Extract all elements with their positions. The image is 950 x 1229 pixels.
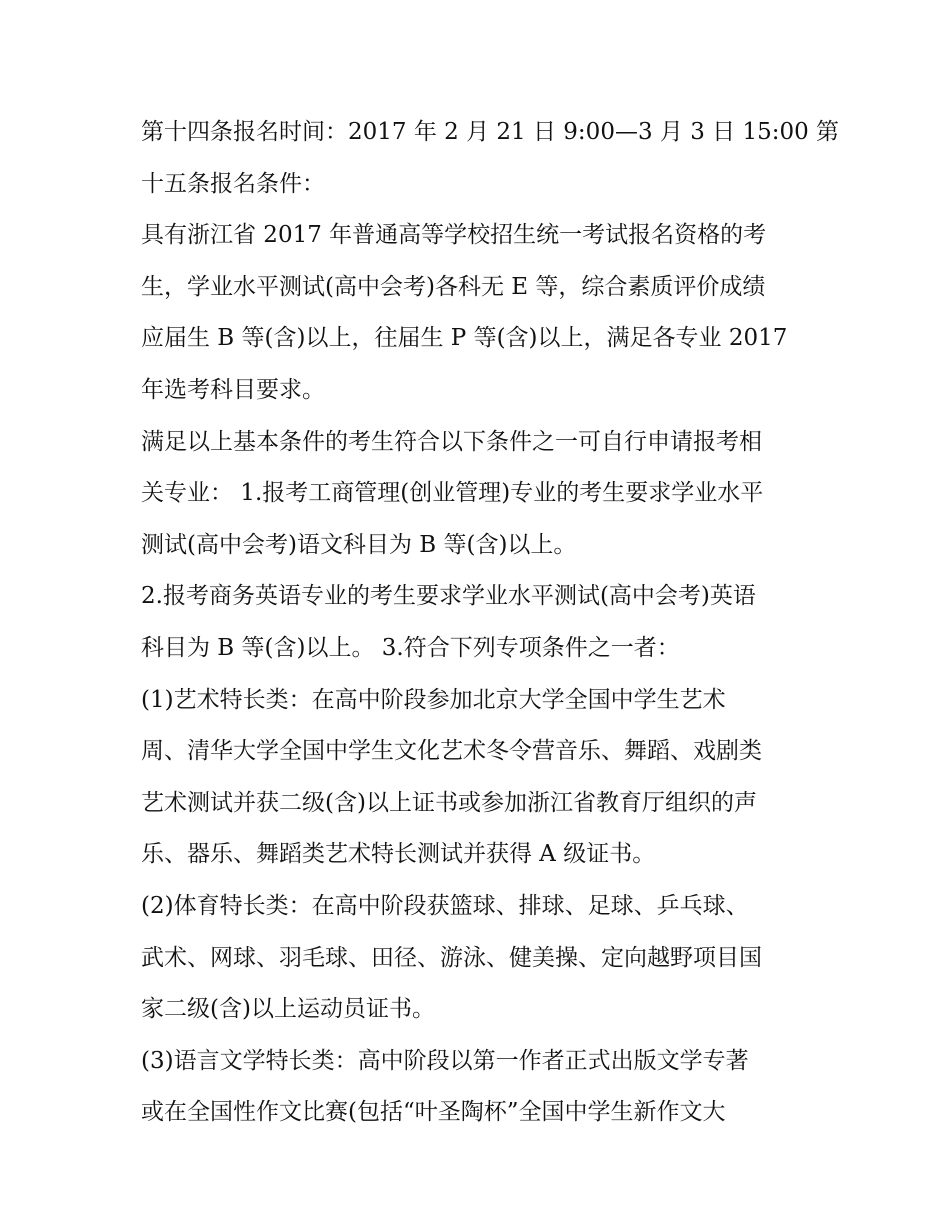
document-body (141, 107, 840, 1139)
text-line: (1)艺术特长类：在高中阶段参加北京大学全国中学生艺术 (141, 686, 726, 713)
text-line: 测试(高中会考)语文科目为 B 等(含)以上。 (141, 531, 577, 558)
text-line: 武术、网球、羽毛球、田径、游泳、健美操、定向越野项目国 (141, 944, 762, 971)
text-line: 周、清华大学全国中学生文化艺术冬令营音乐、舞蹈、戏剧类 (141, 738, 762, 765)
text-line: 科目为 B 等(含)以上。 3.符合下列专项条件之一者： (141, 634, 680, 661)
text-line: 第十四条报名时间：2017 年 2 月 21 日 9:00—3 月 3 日 15:00 第 (141, 119, 840, 145)
text-line: 或在全国性作文比赛(包括“叶圣陶杯”全国中学生新作文大 (141, 1099, 726, 1126)
text-line: 生，学业水平测试(高中会考)各科无 E 等，综合素质评价成绩 (141, 273, 766, 300)
text-line: 十五条报名条件： (141, 170, 325, 197)
text-line: 2.报考商务英语专业的考生要求学业水平测试(高中会考)英语 (141, 583, 756, 610)
text-line: 关专业： 1.报考工商管理(创业管理)专业的考生要求学业水平 (141, 480, 764, 507)
text-line: 乐、器乐、舞蹈类艺术特长测试并获得 A 级证书。 (141, 841, 656, 868)
text-line: 具有浙江省 2017 年普通高等学校招生统一考试报名资格的考 (141, 222, 767, 249)
text-line: (3)语言文学特长类：高中阶段以第一作者正式出版文学专著 (141, 1047, 749, 1074)
text-line: 艺术测试并获二级(含)以上证书或参加浙江省教育厅组织的声 (141, 789, 757, 816)
text-line: 家二级(含)以上运动员证书。 (141, 996, 435, 1023)
text-line: 应届生 B 等(含)以上，往届生 P 等(含)以上，满足各专业 2017 (141, 325, 788, 352)
text-line: 年选考科目要求。 (141, 376, 325, 403)
text-line: 满足以上基本条件的考生符合以下条件之一可自行申请报考相 (141, 428, 762, 455)
text-line: (2)体育特长类：在高中阶段获篮球、排球、足球、乒乓球、 (141, 892, 749, 919)
